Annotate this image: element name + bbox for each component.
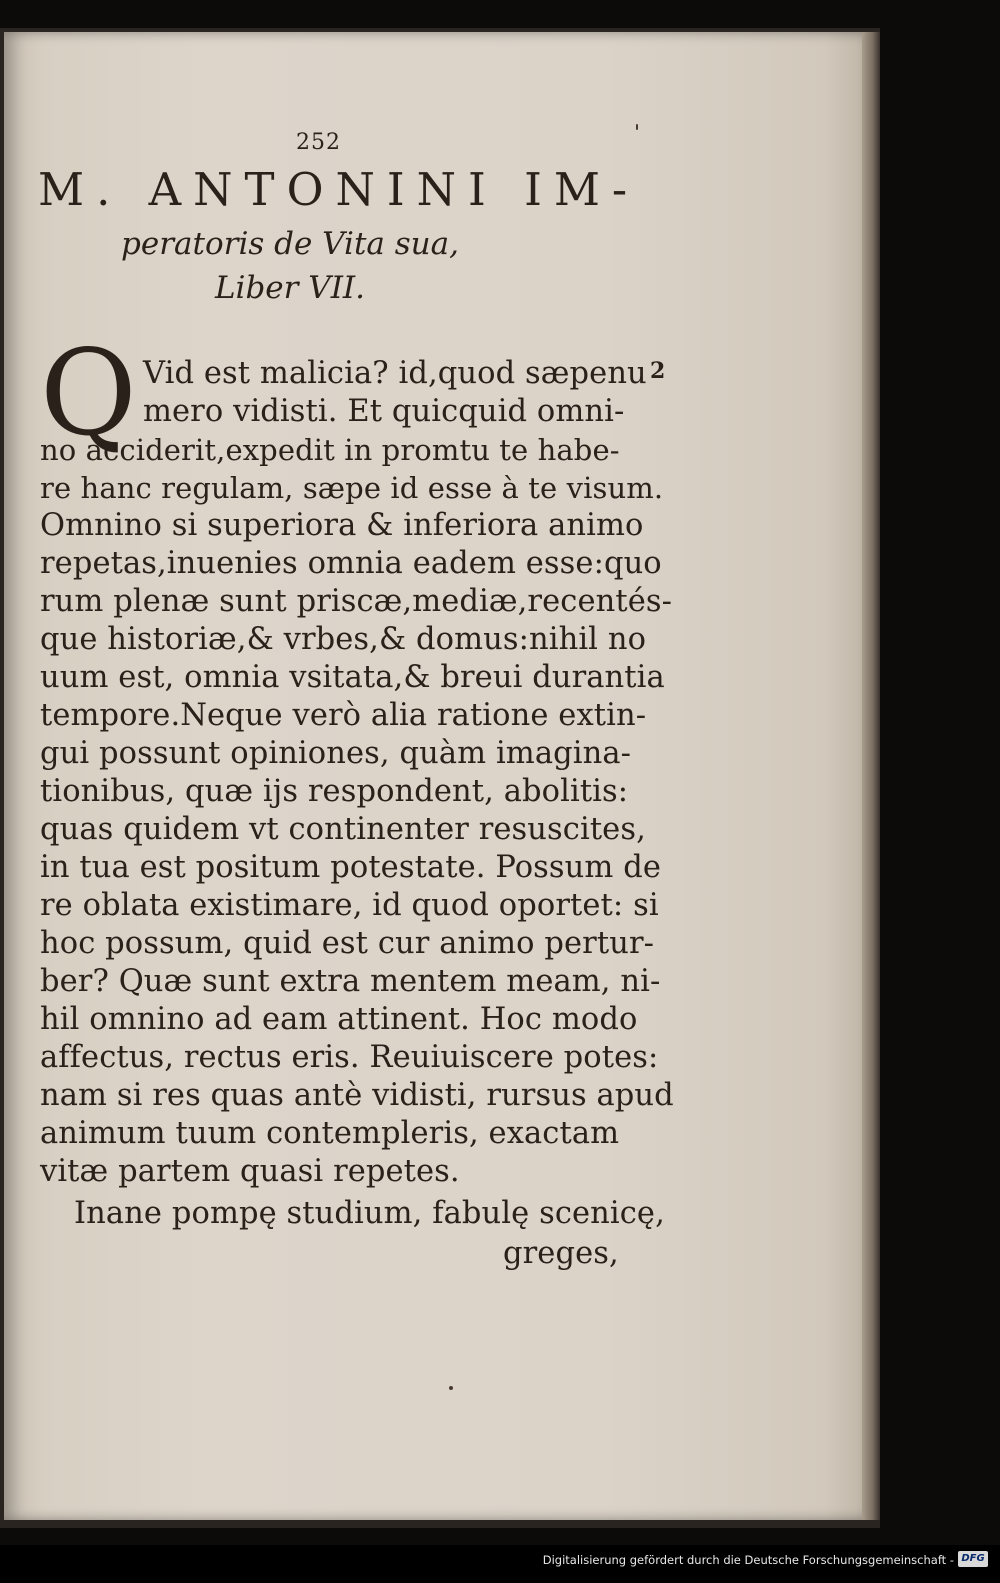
text-line: tionibus, quæ ijs respondent, abolitis:: [40, 774, 629, 809]
text-line: hoc possum, quid est cur animo pertur-: [40, 926, 655, 961]
ink-speck: [636, 124, 638, 130]
page-number: 252: [296, 130, 341, 155]
text-line: affectus, rectus eris. Reuiuiscere potes:: [40, 1040, 659, 1075]
text-line: re hanc regulam, sæpe id esse à te visum.: [40, 471, 664, 505]
book-number: Liber VII.: [214, 270, 366, 306]
text-line: Vid est malicia? id,quod sæpenu: [143, 356, 647, 391]
text-line: hil omnino ad eam attinent. Hoc modo: [40, 1002, 638, 1037]
text-line: rum plenæ sunt priscæ,mediæ,recentés-: [40, 584, 673, 619]
text-line: animum tuum contempleris, exactam: [40, 1116, 620, 1151]
text-line: quas quidem vt continenter resuscites,: [40, 812, 646, 847]
title-subline: peratoris de Vita sua,: [121, 226, 459, 262]
running-title: M. ANTONINI IM-: [38, 163, 640, 216]
text-line: repetas,inuenies omnia eadem esse:quo: [40, 546, 662, 581]
text-line: Inane pompę studium, fabulę scenicę,: [74, 1196, 665, 1231]
text-line: ber? Quæ sunt extra mentem meam, ni-: [40, 964, 661, 999]
text-line: mero vidisti. Et quicquid omni-: [143, 394, 625, 429]
text-line: re oblata existimare, id quod oportet: si: [40, 888, 659, 923]
text-line: gui possunt opiniones, quàm imagina-: [40, 736, 632, 771]
margin-section-number: 2: [650, 358, 666, 384]
digitization-credit: Digitalisierung gefördert durch die Deutsche Forschungsgemeinschaft -: [542, 1553, 954, 1567]
text-line: que historiæ,& vrbes,& domus:nihil no: [40, 622, 647, 657]
text-line: no acciderit,expedit in promtu te habe-: [40, 433, 620, 467]
ink-speck: [449, 1386, 453, 1390]
text-line: in tua est positum potestate. Possum de: [40, 850, 662, 885]
text-line: uum est, omnia vsitata,& breui durantia: [40, 660, 665, 695]
text-line: vitæ partem quasi repetes.: [40, 1154, 460, 1189]
drop-cap: Q: [40, 324, 137, 462]
text-line: nam si res quas antè vidisti, rursus apud: [40, 1078, 674, 1113]
text-line: tempore.Neque verò alia ratione extin-: [40, 698, 647, 733]
dfg-logo: DFG: [958, 1551, 988, 1567]
page-edge: [862, 32, 880, 1520]
text-line: Omnino si superiora & inferiora animo: [40, 508, 644, 543]
catchword: greges,: [503, 1236, 619, 1271]
